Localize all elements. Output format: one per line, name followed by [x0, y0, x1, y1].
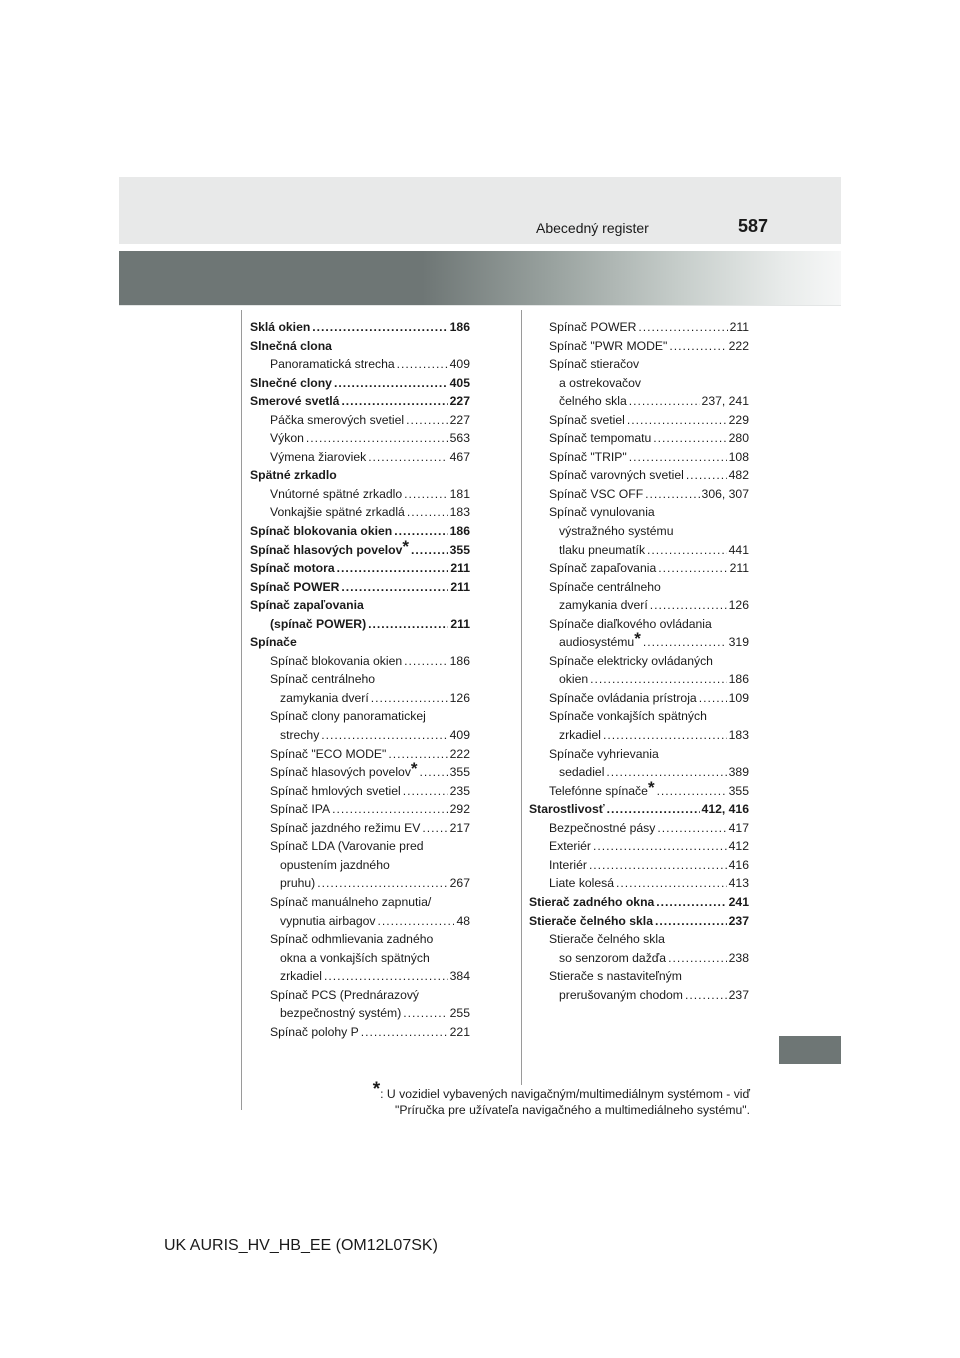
index-entry	[529, 874, 749, 893]
dot-leader	[411, 541, 448, 560]
index-entry	[250, 429, 470, 448]
index-entry	[250, 856, 470, 875]
entry-term: Spínač IPA	[270, 802, 331, 817]
entry-term: Panoramatická strecha	[270, 357, 395, 372]
index-entry	[529, 726, 749, 745]
entry-page: 416	[728, 857, 749, 872]
index-entry	[529, 318, 749, 337]
entry-term: opustením jazdného	[280, 857, 390, 872]
divider	[119, 305, 841, 306]
dot-leader	[404, 652, 448, 671]
index-entry	[250, 559, 470, 578]
entry-page: 186	[449, 653, 470, 668]
entry-page: 292	[449, 802, 470, 817]
index-entry	[250, 707, 470, 726]
dot-leader	[368, 448, 447, 467]
entry-page: 441	[728, 542, 749, 557]
index-entry	[529, 578, 749, 597]
index-entry	[250, 485, 470, 504]
entry-term: a ostrekovačov	[559, 375, 641, 390]
entry-page: 48	[456, 913, 470, 928]
entry-page: 467	[449, 449, 470, 464]
index-entry	[250, 633, 470, 652]
dot-leader	[420, 763, 448, 782]
entry-page: 211	[450, 579, 470, 594]
index-entry	[529, 707, 749, 726]
index-entry	[529, 912, 749, 931]
entry-page: 186	[449, 320, 470, 334]
index-entry	[529, 485, 749, 504]
dot-leader	[643, 633, 727, 652]
dot-leader	[589, 856, 727, 875]
manual-code: UK AURIS_HV_HB_EE (OM12L07SK)	[164, 1237, 438, 1254]
index-entry	[250, 912, 470, 931]
entry-term: Stierače s nastaviteľným	[549, 969, 682, 984]
dot-leader	[337, 559, 449, 578]
footnote-line-2: "Príručka pre užívateľa navigačného a multimediálneho systému".	[395, 1103, 750, 1117]
index-entry	[529, 392, 749, 411]
dot-leader	[388, 745, 447, 764]
index-entry	[250, 318, 470, 337]
dot-leader	[655, 912, 727, 931]
entry-page: 237, 241	[701, 394, 749, 409]
index-entry	[250, 800, 470, 819]
entry-term: Spínače	[250, 635, 297, 650]
dot-leader	[341, 392, 447, 411]
entry-page: 186	[728, 672, 749, 687]
entry-page: 384	[449, 969, 470, 984]
index-entry	[529, 411, 749, 430]
index-entry	[250, 374, 470, 393]
index-entry	[250, 689, 470, 708]
index-entry	[529, 819, 749, 838]
entry-term: Spínač clony panoramatickej	[270, 709, 426, 724]
entry-term: Spínač hlasových povelov	[270, 765, 411, 780]
index-entry	[529, 429, 749, 448]
dot-leader	[371, 689, 448, 708]
dot-leader	[616, 874, 727, 893]
entry-term: Interiér	[549, 857, 587, 872]
entry-page: 241	[728, 894, 749, 909]
index-entry	[529, 763, 749, 782]
index-entry	[529, 374, 749, 393]
dot-leader	[317, 874, 447, 893]
dot-leader	[653, 429, 726, 448]
entry-term: Spínače diaľkového ovládania	[549, 616, 712, 631]
entry-page: 405	[449, 375, 470, 390]
index-entry: Spínač hlasových povelov * . . . 355	[250, 763, 470, 782]
dot-leader	[332, 800, 448, 819]
footnote-marker: *	[372, 1079, 381, 1100]
entry-page: 280	[728, 431, 749, 446]
entry-term: Spínač VSC OFF	[549, 486, 644, 501]
dot-leader	[422, 819, 447, 838]
index-column-right	[529, 318, 749, 1004]
index-entry	[250, 893, 470, 912]
decorative-banner	[119, 251, 841, 305]
index-entry	[529, 466, 749, 485]
entry-term: Spínač zapaľovania	[549, 561, 657, 576]
index-entry	[250, 949, 470, 968]
entry-term: Spínač POWER	[549, 320, 637, 334]
entry-term: Spínač zapaľovania	[250, 598, 364, 613]
index-entry	[529, 541, 749, 560]
entry-page: 409	[449, 357, 470, 372]
index-entry	[250, 986, 470, 1005]
entry-term: Spínač "TRIP"	[549, 449, 627, 464]
index-entry	[250, 930, 470, 949]
entry-term: vypnutia airbagov	[280, 913, 376, 928]
entry-page: 229	[728, 412, 749, 427]
section-title: Abecedný register	[536, 220, 649, 236]
dot-leader	[378, 912, 455, 931]
dot-leader	[324, 967, 448, 986]
dot-leader	[334, 374, 448, 393]
entry-page: 355	[449, 542, 470, 557]
dot-leader	[647, 541, 727, 560]
entry-term: Starostlivosť	[529, 802, 605, 817]
entry-page: 183	[449, 505, 470, 520]
entry-term: Spínač centrálneho	[270, 672, 376, 687]
index-entry	[250, 522, 470, 541]
entry-page: 108	[728, 449, 749, 464]
index-entry: audiosystému * . . . 319	[529, 633, 749, 652]
entry-page: 183	[728, 728, 749, 743]
index-entry	[250, 578, 470, 597]
column-rule-middle	[521, 310, 522, 1085]
entry-term: Výmena žiaroviek	[270, 449, 367, 464]
dot-leader	[668, 949, 727, 968]
entry-term: strechy	[280, 728, 320, 743]
entry-term: čelného skla	[559, 394, 627, 409]
dot-leader	[361, 1023, 448, 1042]
dot-leader	[590, 670, 727, 689]
index-entry	[529, 503, 749, 522]
entry-term: Spínač stieračov	[549, 357, 640, 372]
entry-page: 211	[729, 320, 749, 334]
entry-term: Spínač manuálneho zapnutia/	[270, 894, 432, 909]
entry-term: Sklá okien	[250, 320, 311, 334]
entry-term: Páčka smerových svetiel	[270, 412, 405, 427]
entry-term: Bezpečnostné pásy	[549, 820, 656, 835]
index-entry: Telefónne spínače * . . . 355	[529, 782, 749, 801]
dot-leader	[629, 448, 727, 467]
entry-term: zamykania dverí	[280, 690, 369, 705]
header-bar	[119, 177, 841, 244]
entry-page: 412, 416	[701, 802, 749, 817]
entry-term: Spínač POWER	[250, 579, 340, 594]
index-entry	[250, 670, 470, 689]
entry-term: Výkon	[270, 431, 304, 446]
dot-leader	[407, 503, 448, 522]
entry-page: 186	[449, 524, 470, 539]
entry-term: Spínač vynulovania	[549, 505, 655, 520]
dot-leader	[593, 837, 727, 856]
dot-leader	[368, 615, 448, 634]
entry-page: 126	[449, 690, 470, 705]
entry-page: 355	[728, 783, 749, 798]
index-entry	[529, 930, 749, 949]
entry-page: 235	[449, 783, 470, 798]
entry-term: Spínač hlasových povelov	[250, 542, 403, 557]
footnote	[310, 1079, 750, 1118]
entry-term: Spínač blokovania okien	[250, 524, 393, 539]
entry-term: Spínač varovných svetiel	[549, 468, 684, 483]
entry-term: Stierač zadného okna	[529, 894, 655, 909]
entry-term: pruhu)	[280, 876, 316, 891]
index-entry	[250, 596, 470, 615]
footnote-text-1: : U vozidiel vybavených navigačným/multimediálnym systémom - viď	[380, 1087, 750, 1101]
dot-leader	[657, 782, 727, 801]
entry-page: 413	[728, 876, 749, 891]
index-entry	[529, 652, 749, 671]
index-entry	[529, 355, 749, 374]
entry-page: 222	[728, 338, 749, 353]
entry-page: 221	[449, 1024, 470, 1039]
entry-term: Exteriér	[549, 839, 591, 854]
index-entry	[529, 856, 749, 875]
entry-page: 417	[728, 820, 749, 835]
dot-leader	[638, 318, 727, 337]
entry-page: 319	[728, 635, 749, 650]
entry-page: 409	[449, 728, 470, 743]
index-column-left	[250, 318, 470, 1041]
index-entry: Spínač hlasových povelov * . . . 355	[250, 541, 470, 560]
footnote-line-1	[310, 1079, 750, 1102]
dot-leader	[658, 559, 727, 578]
entry-term: Vonkajšie spätné zrkadlá	[270, 505, 405, 520]
entry-page: 109	[728, 690, 749, 705]
entry-term: zrkadiel	[559, 728, 601, 743]
entry-term: Slnečná clona	[250, 338, 332, 353]
entry-term: Smerové svetlá	[250, 394, 340, 409]
entry-term: výstražného systému	[559, 524, 674, 539]
entry-term: Spínač "PWR MODE"	[549, 338, 668, 353]
index-entry	[529, 800, 749, 819]
entry-term: Spínač LDA (Varovanie pred	[270, 839, 424, 854]
entry-page: 355	[449, 765, 470, 780]
column-rule-left	[241, 310, 242, 1110]
dot-leader	[321, 726, 447, 745]
entry-page: 211	[729, 561, 749, 576]
dot-leader	[657, 819, 726, 838]
index-entry	[529, 967, 749, 986]
dot-leader	[656, 893, 726, 912]
dot-leader	[685, 986, 727, 1005]
index-entry	[250, 355, 470, 374]
dot-leader	[606, 763, 726, 782]
entry-term: tlaku pneumatík	[559, 542, 646, 557]
entry-term: (spínač POWER)	[270, 616, 367, 631]
entry-page: 412	[728, 839, 749, 854]
dot-leader	[645, 485, 699, 504]
index-entry	[529, 949, 749, 968]
entry-term: so senzorom dažďa	[559, 950, 667, 965]
entry-term: okna a vonkajších spätných	[280, 950, 430, 965]
entry-page: 255	[449, 1006, 470, 1021]
entry-term: bezpečnostný systém)	[280, 1006, 402, 1021]
entry-term: Vnútorné spätné zrkadlo	[270, 486, 403, 501]
entry-page: 389	[728, 765, 749, 780]
dot-leader	[403, 1004, 447, 1023]
index-entry	[250, 1023, 470, 1042]
index-entry	[250, 411, 470, 430]
index-entry	[529, 689, 749, 708]
index-entry	[250, 392, 470, 411]
dot-leader	[404, 485, 448, 504]
index-entry	[529, 559, 749, 578]
dot-leader	[306, 429, 448, 448]
entry-page: 237	[728, 987, 749, 1002]
dot-leader	[627, 411, 727, 430]
dot-leader	[397, 355, 448, 374]
dot-leader	[650, 596, 727, 615]
index-entry	[250, 1004, 470, 1023]
entry-term: Spínače centrálneho	[549, 579, 661, 594]
entry-page: 227	[449, 394, 470, 409]
entry-term: sedadiel	[559, 765, 605, 780]
entry-page: 563	[449, 431, 470, 446]
page-number: 587	[738, 216, 769, 236]
index-entry	[529, 337, 749, 356]
entry-term: okien	[559, 672, 589, 687]
index-entry	[529, 522, 749, 541]
entry-page: 211	[450, 561, 470, 576]
entry-page: 181	[449, 486, 470, 501]
entry-page: 482	[728, 468, 749, 483]
entry-term: zamykania dverí	[559, 598, 648, 613]
dot-leader	[699, 689, 727, 708]
entry-term: Spätné zrkadlo	[250, 468, 337, 483]
entry-term: Liate kolesá	[549, 876, 615, 891]
entry-term: Spínač motora	[250, 561, 335, 576]
entry-term: Spínače ovládania prístroja	[549, 690, 697, 705]
entry-page: 227	[449, 412, 470, 427]
index-entry	[529, 670, 749, 689]
entry-page: 267	[449, 876, 470, 891]
index-entry	[529, 448, 749, 467]
index-entry	[250, 837, 470, 856]
entry-page: 238	[728, 950, 749, 965]
index-entry	[250, 745, 470, 764]
dot-leader	[406, 411, 448, 430]
entry-term: Spínače vonkajších spätných	[549, 709, 707, 724]
chapter-tab	[779, 1036, 841, 1064]
entry-term: Spínač blokovania okien	[270, 653, 403, 668]
index-entry	[529, 596, 749, 615]
entry-term: Spínač PCS (Prednárazový	[270, 987, 420, 1002]
entry-page: 217	[449, 820, 470, 835]
index-entry	[529, 745, 749, 764]
entry-term: Spínač hmlových svetiel	[270, 783, 401, 798]
index-entry	[250, 503, 470, 522]
index-entry	[250, 652, 470, 671]
entry-page: 237	[728, 913, 749, 928]
entry-page: 306, 307	[701, 486, 749, 501]
entry-term: Stierače čelného skla	[549, 932, 665, 947]
entry-term: Spínače vyhrievania	[549, 746, 659, 761]
entry-term: Slnečné clony	[250, 375, 332, 390]
index-entry	[529, 986, 749, 1005]
entry-page: 211	[450, 616, 470, 631]
index-entry	[250, 819, 470, 838]
dot-leader	[669, 337, 726, 356]
entry-term: prerušovaným chodom	[559, 987, 683, 1002]
entry-term: Spínač tempomatu	[549, 431, 652, 446]
entry-term: Stierače čelného skla	[529, 913, 653, 928]
index-entry	[250, 874, 470, 893]
dot-leader	[686, 466, 727, 485]
dot-leader	[403, 782, 448, 801]
entry-page: 126	[728, 598, 749, 613]
dot-leader	[607, 800, 700, 819]
index-entry	[250, 337, 470, 356]
index-entry	[529, 893, 749, 912]
index-entry	[250, 782, 470, 801]
index-entry	[250, 448, 470, 467]
dot-leader	[603, 726, 727, 745]
dot-leader	[341, 578, 448, 597]
index-entry	[529, 837, 749, 856]
dot-leader	[312, 318, 447, 337]
entry-term: Spínač svetiel	[549, 412, 625, 427]
entry-term: audiosystému	[559, 635, 635, 650]
entry-page: 222	[449, 746, 470, 761]
index-entry	[250, 466, 470, 485]
entry-term: Telefónne spínače	[549, 783, 648, 798]
entry-term: Spínač jazdného režimu EV	[270, 820, 421, 835]
entry-term: Spínače elektricky ovládaných	[549, 653, 713, 668]
entry-term: zrkadiel	[280, 969, 322, 984]
dot-leader	[629, 392, 700, 411]
index-entry	[250, 726, 470, 745]
entry-term: Spínač "ECO MODE"	[270, 746, 387, 761]
entry-term: Spínač polohy P	[270, 1024, 359, 1039]
index-entry	[250, 615, 470, 634]
entry-term: Spínač odhmlievania zadného	[270, 932, 434, 947]
index-entry	[250, 967, 470, 986]
